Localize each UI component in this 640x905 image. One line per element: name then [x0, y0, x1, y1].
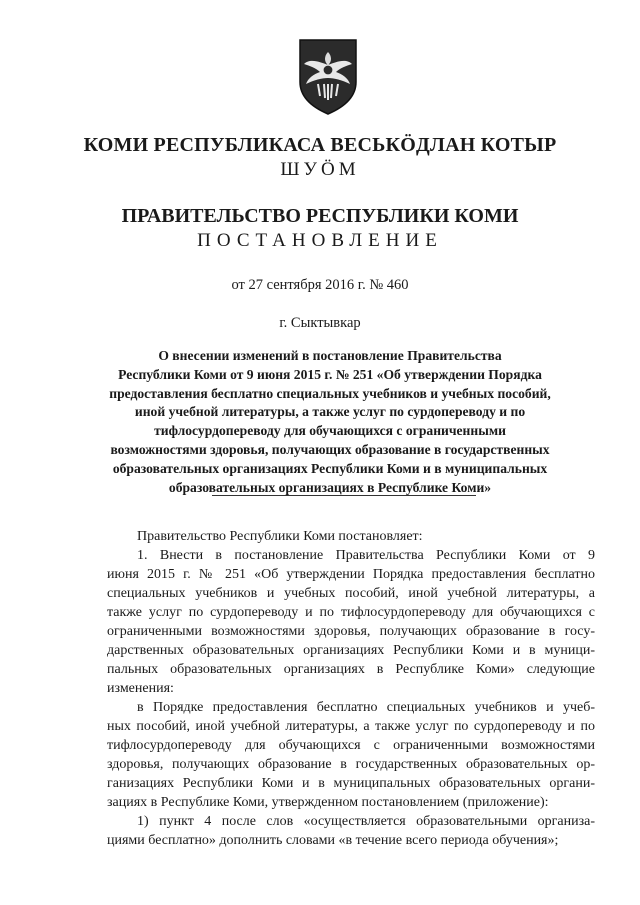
body-line: 1. Внести в постановление Правительства Республики Коми от 9 [137, 548, 595, 563]
title-line: О внесении изменений в постановление Правительства [158, 348, 502, 363]
body-line: циями бесплатно» дополнить словами «в течение всего периода обучения»; [107, 833, 559, 848]
body-line: специальных учебников и учебных пособий, иной учебной литературы, а [107, 586, 595, 601]
body-line: июня 2015 г. № 251 «Об утверждении Порядка предоставления бесплатно [107, 567, 595, 582]
komi-decree-label: ШУӦМ [280, 159, 360, 180]
body-line: ганизациях Республики Коми и в муниципальных образовательных органи- [107, 776, 595, 791]
decree-label: ПОСТАНОВЛЕНИЕ [197, 230, 443, 251]
body-line: зациях в Республике Коми, утвержденном постановлением (приложение): [107, 795, 549, 810]
title-line: образовательных организациях Республики Коми и в муниципальных [112, 460, 548, 476]
komi-coat-of-arms-icon [296, 38, 360, 116]
body-line: изменения: [107, 681, 174, 696]
body-line: пальных образовательных организациях в Республике Коми» следующие [107, 662, 595, 677]
body-line: также услуг по сурдопереводу и по тифлосурдопереводу для обучающихся с [107, 605, 595, 620]
title-line: возможностями здоровья, получающих образование в государственных [110, 441, 550, 457]
government-title: ПРАВИТЕЛЬСТВО РЕСПУБЛИКИ КОМИ [121, 205, 519, 227]
title-line: предоставления бесплатно специальных учебников и учебных пособий, [109, 385, 551, 401]
decree-city: г. Сыктывкар [279, 315, 361, 331]
decree-date-number: от 27 сентября 2016 г. № 460 [231, 277, 409, 293]
body-line: ограниченными возможностями здоровья, получающих образование в госу- [107, 624, 595, 639]
body-line: дарственных образовательных организациях Республики Коми и в муници- [107, 643, 595, 658]
body-line: ных пособий, иной учебной литературы, а также услуг по сурдопереводу и по [107, 719, 595, 734]
title-line: иной учебной литературы, а также услуг по сурдопереводу и по [134, 404, 526, 420]
decree-title [80, 347, 580, 497]
body-line: Правительство Республики Коми постановляет: [137, 529, 423, 544]
title-divider [212, 495, 476, 496]
title-line: Республики Коми от 9 июня 2015 г. № 251 «Об утверждении Порядка [118, 366, 542, 382]
title-line: образовательных организациях в Республике Коми» [168, 479, 492, 495]
body-line: в Порядке предоставления бесплатно специальных учебников и учеб- [137, 700, 595, 715]
decree-body [107, 527, 595, 850]
komi-government-title: КОМИ РЕСПУБЛИКАСА ВЕСЬКӦДЛАН КОТЫР [83, 134, 557, 156]
title-line: тифлосурдопереводу для обучающихся с ограниченными [154, 423, 506, 439]
body-line: здоровья, получающих образование в государственных образовательных ор- [107, 757, 595, 772]
body-line: тифлосурдопереводу для обучающихся с ограниченными возможностями [107, 738, 595, 753]
body-line: 1) пункт 4 после слов «осуществляется образовательными организа- [137, 814, 595, 829]
